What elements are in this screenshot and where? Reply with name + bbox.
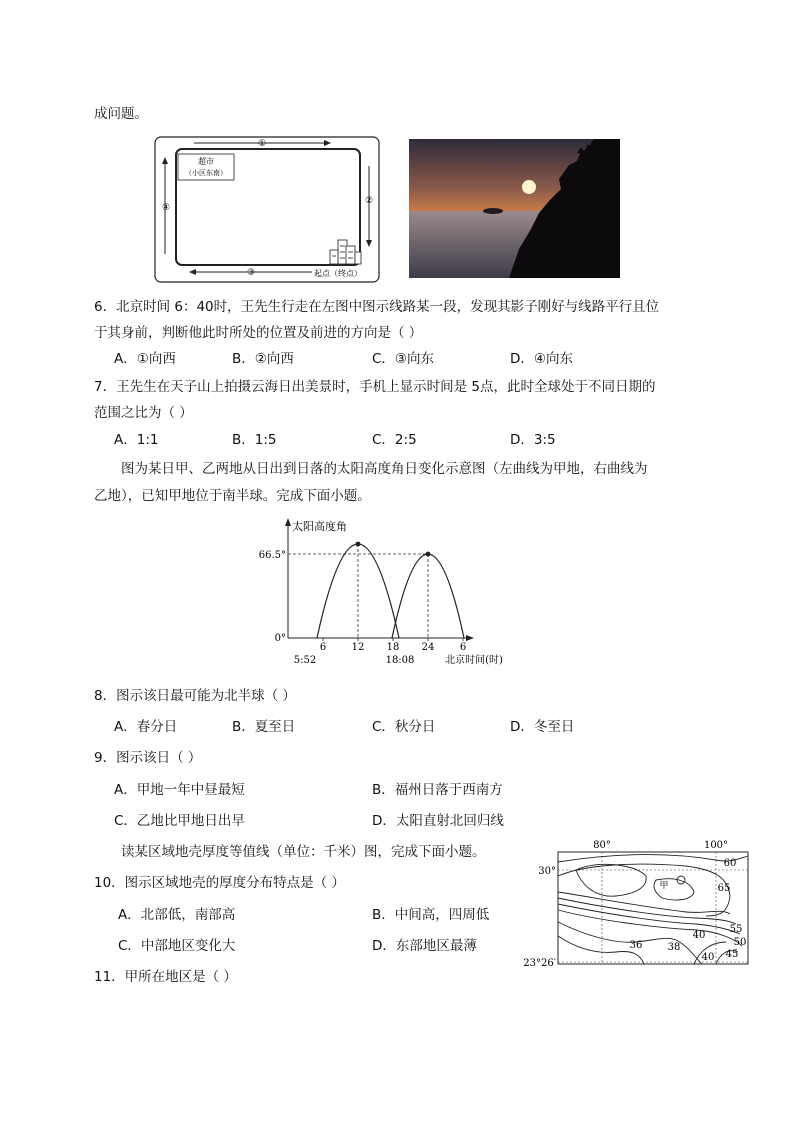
intro3: 读某区域地壳厚度等值线（单位：千米）图，完成下面小题。 [121, 844, 486, 860]
q6-stem-line1: 6．北京时间 6：40时，王先生行走在左图中图示线路某一段，发现其影子刚好与线路平行且位 [94, 299, 660, 315]
sun-altitude-chart [258, 514, 524, 672]
crust-contour-map [516, 836, 762, 972]
chart-ylabel: 太阳高度角 [292, 520, 347, 533]
contour-38: 38 [667, 942, 681, 953]
q8-option-a[interactable]: A．春分日 [114, 719, 178, 735]
y-zero-label: 0° [274, 633, 286, 644]
tick-label: 24 [421, 642, 435, 653]
q7-stem-line1: 7．王先生在天子山上拍摄云海日出美景时，手机上显示时间是 5点，此时全球处于不同日期的 [94, 379, 656, 395]
contour-65: 65 [717, 883, 731, 894]
lon-80: 80° [593, 840, 611, 851]
intro-text: 成问题。 [94, 106, 148, 122]
contour-40-b: 40 [701, 952, 715, 963]
contour-40-a: 40 [692, 930, 706, 941]
q8-option-d[interactable]: D．冬至日 [510, 719, 575, 735]
q9-option-c[interactable]: C．乙地比甲地日出早 [114, 813, 245, 829]
intro2-line1: 图为某日甲、乙两地从日出到日落的太阳高度角日变化示意图（左曲线为甲地，右曲线为 [121, 461, 648, 477]
lat-23: 23°26′ [523, 958, 556, 969]
q8-option-c[interactable]: C．秋分日 [372, 719, 436, 735]
q10-option-b[interactable]: B．中间高，四周低 [372, 907, 490, 923]
q6-option-b[interactable]: B．②向西 [232, 351, 294, 367]
q10-option-a[interactable]: A．北部低，南部高 [118, 907, 236, 923]
q7-option-a[interactable]: A．1:1 [114, 432, 159, 448]
supermarket-label: 超市 [198, 157, 214, 166]
q10-option-d[interactable]: D．东部地区最薄 [372, 938, 477, 954]
y-max-label: 66.5° [258, 550, 286, 561]
tick-label: 6 [319, 642, 327, 653]
contour-50: 50 [733, 937, 747, 948]
q7-stem-line2: 范围之比为（ ） [94, 405, 193, 421]
route-1-label: ① [257, 139, 267, 149]
q6-option-c[interactable]: C．③向东 [372, 351, 435, 367]
intro2-line2: 乙地），已知甲地位于南半球。完成下面小题。 [94, 488, 371, 504]
q9-option-a[interactable]: A．甲地一年中昼最短 [114, 782, 245, 798]
lat-30: 30° [538, 866, 556, 877]
q7-option-c[interactable]: C．2:5 [372, 432, 417, 448]
sunset-label: 18:08 [385, 655, 415, 666]
route-3-label: ③ [246, 268, 256, 278]
q6-option-d[interactable]: D．④向东 [510, 351, 573, 367]
q6-stem-line2: 于其身前，判断他此时所处的位置及前进的方向是（ ） [94, 325, 423, 341]
lon-100: 100° [703, 840, 729, 851]
sunrise-label: 5:52 [293, 655, 317, 666]
contour-60: 60 [723, 858, 737, 869]
contour-45: 45 [725, 949, 739, 960]
start-label: 起点（终点） [314, 269, 362, 278]
q6-option-a[interactable]: A．①向西 [114, 351, 176, 367]
q11-stem: 11．甲所在地区是（ ） [94, 969, 237, 985]
q10-stem: 10．图示区域地壳的厚度分布特点是（ ） [94, 875, 345, 891]
q9-stem: 9．图示该日（ ） [94, 750, 202, 766]
q10-option-c[interactable]: C．中部地区变化大 [118, 938, 236, 954]
contour-36: 36 [629, 940, 643, 951]
q9-option-b[interactable]: B．福州日落于西南方 [372, 782, 503, 798]
route-4-label: ④ [161, 203, 171, 213]
place-jia: 甲 [659, 881, 669, 891]
q9-option-d[interactable]: D．太阳直射北回归线 [372, 813, 504, 829]
q7-option-b[interactable]: B．1:5 [232, 432, 277, 448]
route-2-label: ② [364, 196, 374, 206]
q8-option-b[interactable]: B．夏至日 [232, 719, 296, 735]
route-map [154, 136, 380, 284]
sunrise-photo [409, 139, 620, 278]
q7-option-d[interactable]: D．3:5 [510, 432, 556, 448]
contour-55: 55 [729, 924, 743, 935]
tick-label: 18 [386, 642, 400, 653]
tick-label: 12 [351, 642, 365, 653]
q8-stem: 8．图示该日最可能为北半球（ ） [94, 688, 296, 704]
supermarket-location: （小区东南） [185, 169, 227, 177]
tick-label: 6 [459, 642, 467, 653]
chart-xlabel: 北京时间(时) [445, 655, 503, 666]
